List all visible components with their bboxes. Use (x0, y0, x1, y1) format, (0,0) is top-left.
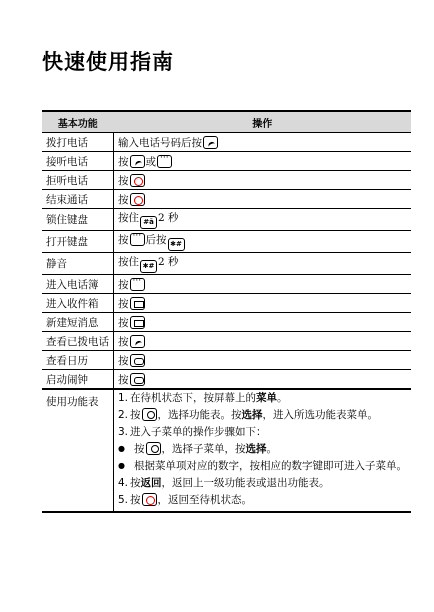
end-key-icon (130, 174, 145, 187)
function-cell: 拒听电话 (42, 171, 114, 190)
table-row (42, 209, 411, 231)
operation-text: 按 (118, 278, 129, 291)
function-cell: 查看已拨电话 (42, 332, 114, 351)
function-cell: 进入收件箱 (42, 294, 114, 313)
operation-text: 按住 (118, 256, 139, 268)
function-cell: 查看日历 (42, 351, 114, 370)
operation-cell (114, 313, 412, 332)
step-2: 2. 按 ，选择功能表。按选择，进入所选功能表菜单。 (118, 409, 378, 421)
operation-text: 2 秒 (158, 256, 179, 268)
calendar-key-icon (130, 354, 145, 367)
operation-text: 按住 (118, 212, 139, 224)
operation-cell (114, 351, 412, 370)
inbox-key-icon (130, 297, 145, 310)
operation-steps (114, 389, 412, 512)
bullet-1: ● 按 ，选择子菜单，按选择。 (118, 442, 407, 456)
star-key-icon: ✱# (168, 238, 185, 251)
quick-guide-table (42, 110, 411, 513)
nav-key-icon (146, 442, 161, 455)
operation-text: 按 (118, 373, 129, 386)
operation-cell (114, 253, 412, 275)
table-header-row (42, 111, 411, 133)
message-key-icon (130, 316, 145, 329)
operation-text: 按 (118, 234, 129, 246)
table-row (42, 351, 411, 370)
operation-text: 按 (118, 174, 129, 187)
operation-cell (114, 294, 412, 313)
menu-key-icon (157, 155, 172, 168)
function-cell: 接听电话 (42, 152, 114, 171)
operation-cell (114, 171, 412, 190)
table-row (42, 171, 411, 190)
operation-text: 或 (145, 155, 156, 168)
operation-cell (114, 275, 412, 294)
header-operation: 操作 (114, 111, 412, 133)
table-row (42, 370, 411, 390)
table-row-menu (42, 389, 411, 512)
send-key-icon (130, 155, 145, 168)
alarm-key-icon (130, 373, 145, 386)
operation-cell (114, 152, 412, 171)
function-cell: 启动闹钟 (42, 370, 114, 390)
step-4: 4. 按返回，返回上一级功能表或退出功能表。 (118, 477, 330, 489)
function-cell: 静音 (42, 253, 114, 275)
function-cell: 锁住键盘 (42, 209, 114, 231)
menu-key-icon (130, 278, 145, 291)
operation-text: 后按 (145, 234, 167, 246)
function-cell: 打开键盘 (42, 231, 114, 253)
end-key-icon (130, 193, 145, 206)
table-row (42, 152, 411, 171)
operation-text: 按 (118, 316, 129, 329)
operation-text: 2 秒 (158, 212, 179, 224)
operation-cell (114, 370, 412, 390)
header-basic-function: 基本功能 (42, 111, 114, 133)
step-5: 5. 按 ，返回至待机状态。 (118, 494, 252, 506)
star-key-icon: ✱# (140, 260, 157, 273)
operation-text: 按 (118, 155, 129, 168)
end-key-icon (142, 493, 157, 506)
operation-text: 按 (118, 335, 129, 348)
page-title: 快速使用指南 (42, 50, 174, 74)
table-row (42, 253, 411, 275)
step-3: 3. 进入子菜单的操作步骤如下： (118, 426, 267, 438)
table-row (42, 190, 411, 209)
table-row (42, 313, 411, 332)
nav-key-icon (142, 408, 157, 421)
function-cell: 结束通话 (42, 190, 114, 209)
operation-cell (114, 332, 412, 351)
send-key-icon (130, 335, 145, 348)
step-1: 1. 在待机状态下，按屏幕上的菜单。 (118, 392, 288, 404)
table-row (42, 133, 411, 152)
hash-key-icon: #ā (140, 216, 157, 229)
operation-text: 按 (118, 354, 129, 367)
table-row (42, 332, 411, 351)
table-row (42, 231, 411, 253)
operation-cell (114, 231, 412, 253)
function-cell: 新建短消息 (42, 313, 114, 332)
table-row (42, 294, 411, 313)
table-row (42, 275, 411, 294)
send-key-icon (203, 136, 218, 149)
operation-cell (114, 190, 412, 209)
operation-text: 按 (118, 297, 129, 310)
operation-text: 按 (118, 193, 129, 206)
function-cell: 拨打电话 (42, 133, 114, 152)
bullet-2: ● 根据菜单项对应的数字，按相应的数字键即可进入子菜单。 (118, 459, 407, 473)
operation-cell (114, 133, 412, 152)
operation-cell (114, 209, 412, 231)
menu-key-icon (130, 233, 145, 246)
function-cell: 使用功能表 (42, 389, 114, 512)
operation-text: 输入电话号码后按 (118, 136, 202, 149)
function-cell: 进入电话簿 (42, 275, 114, 294)
